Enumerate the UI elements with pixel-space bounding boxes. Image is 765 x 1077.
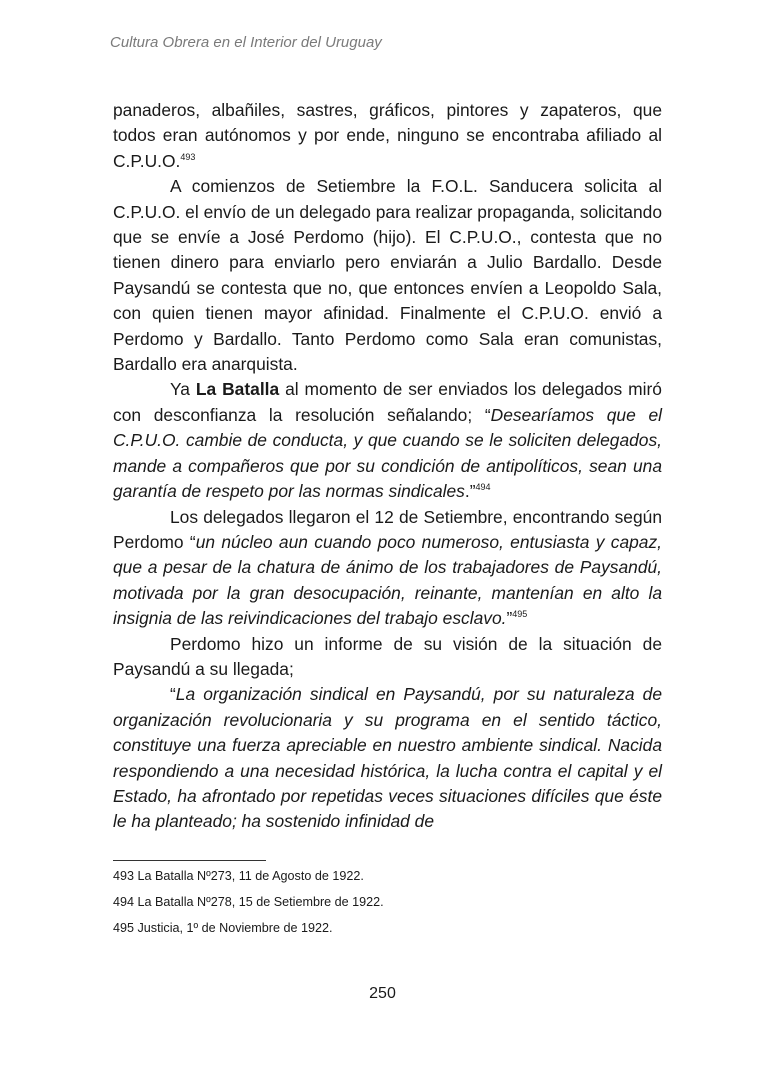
- quoted-text: Desearíamos que el C.P.U.O. cambie de conducta, y que cuando se le soliciten delegados, mande a compañeros que por su condición de antipolíticos, sean una garantía de respeto por las normas sindicales: [113, 404, 662, 502]
- paragraph-5: [113, 632, 662, 683]
- paragraph-text: ”: [506, 608, 513, 629]
- paragraph-3: [113, 377, 662, 504]
- paragraph-text: A comienzos de Setiembre la F.O.L. Sanducera solicita al C.P.U.O. el envío de un delegado para realizar propaganda, solicitando que se envíe a José Perdomo (hijo). El C.P.U.O., contesta que no tienen dinero para enviarlo pero enviarán a Julio Bardallo. Desde Paysandú se contesta que no, que entonces envíen a Leopoldo Sala, con quien tienen mayor afinidad. Finalmente el C.P.U.O. envió a Perdomo y Bardallo. Tanto Perdomo como Sala eran comunistas, Bardallo era anarquista.: [113, 176, 662, 375]
- footnote-494: 494 La Batalla Nº278, 15 de Setiembre de 1922.: [113, 895, 384, 909]
- paragraph-6: [113, 682, 662, 834]
- paragraph-text: al momento de ser enviados los delegados miró con desconfianza la resolución señalando; “: [113, 379, 662, 425]
- footnote-ref-495: 495: [512, 609, 528, 620]
- footnote-ref-494: 494: [475, 482, 491, 493]
- running-header: Cultura Obrera en el Interior del Uruguay: [110, 34, 382, 51]
- paragraph-text: Los delegados llegaron el 12 de Setiembre, encontrando según Perdomo “: [113, 506, 662, 552]
- paragraph-1: [113, 98, 662, 174]
- page-number: 250: [369, 985, 396, 1002]
- paragraph-text: “: [170, 684, 176, 705]
- paragraph-text: .”: [464, 481, 476, 502]
- paragraph-text: Ya: [170, 379, 190, 400]
- paragraph-2: [113, 174, 662, 377]
- footnote-495: 495 Justicia, 1º de Noviembre de 1922.: [113, 921, 333, 935]
- paragraph-4: [113, 505, 662, 632]
- footnote-493: 493 La Batalla Nº273, 11 de Agosto de 1922.: [113, 869, 364, 883]
- footnote-ref-493: 493: [180, 151, 196, 162]
- quoted-text: un núcleo aun cuando poco numeroso, entusiasta y capaz, que a pesar de la chatura de ánimo de los trabajadores de Paysandú, motivada por la gran desocupación, reinante, mantenían en alto la insignia de las reivindicaciones del trabajo esclavo.: [113, 531, 663, 629]
- body-text: [113, 98, 662, 835]
- footnote-divider: [113, 860, 266, 861]
- quoted-text: La organización sindical en Paysandú, por su naturaleza de organización revolucionaria y su programa en el sentido táctico, constituye una fuerza apreciable en nuestro ambiente sindical. Nacida respondiendo a una necesidad histórica, la lucha contra el capital y el Estado, ha afrontado por repetidas veces situaciones difíciles que éste le ha planteado; ha sostenido infinidad de: [113, 684, 662, 832]
- paragraph-text: panaderos, albañiles, sastres, gráficos, pintores y zapateros, que todos eran autónomos y por ende, ninguno se encontraba afiliado al C.P.U.O.: [113, 100, 662, 171]
- newspaper-title: La Batalla: [195, 379, 280, 400]
- paragraph-text: Perdomo hizo un informe de su visión de la situación de Paysandú a su llegada;: [113, 633, 662, 679]
- footnotes: [113, 866, 662, 944]
